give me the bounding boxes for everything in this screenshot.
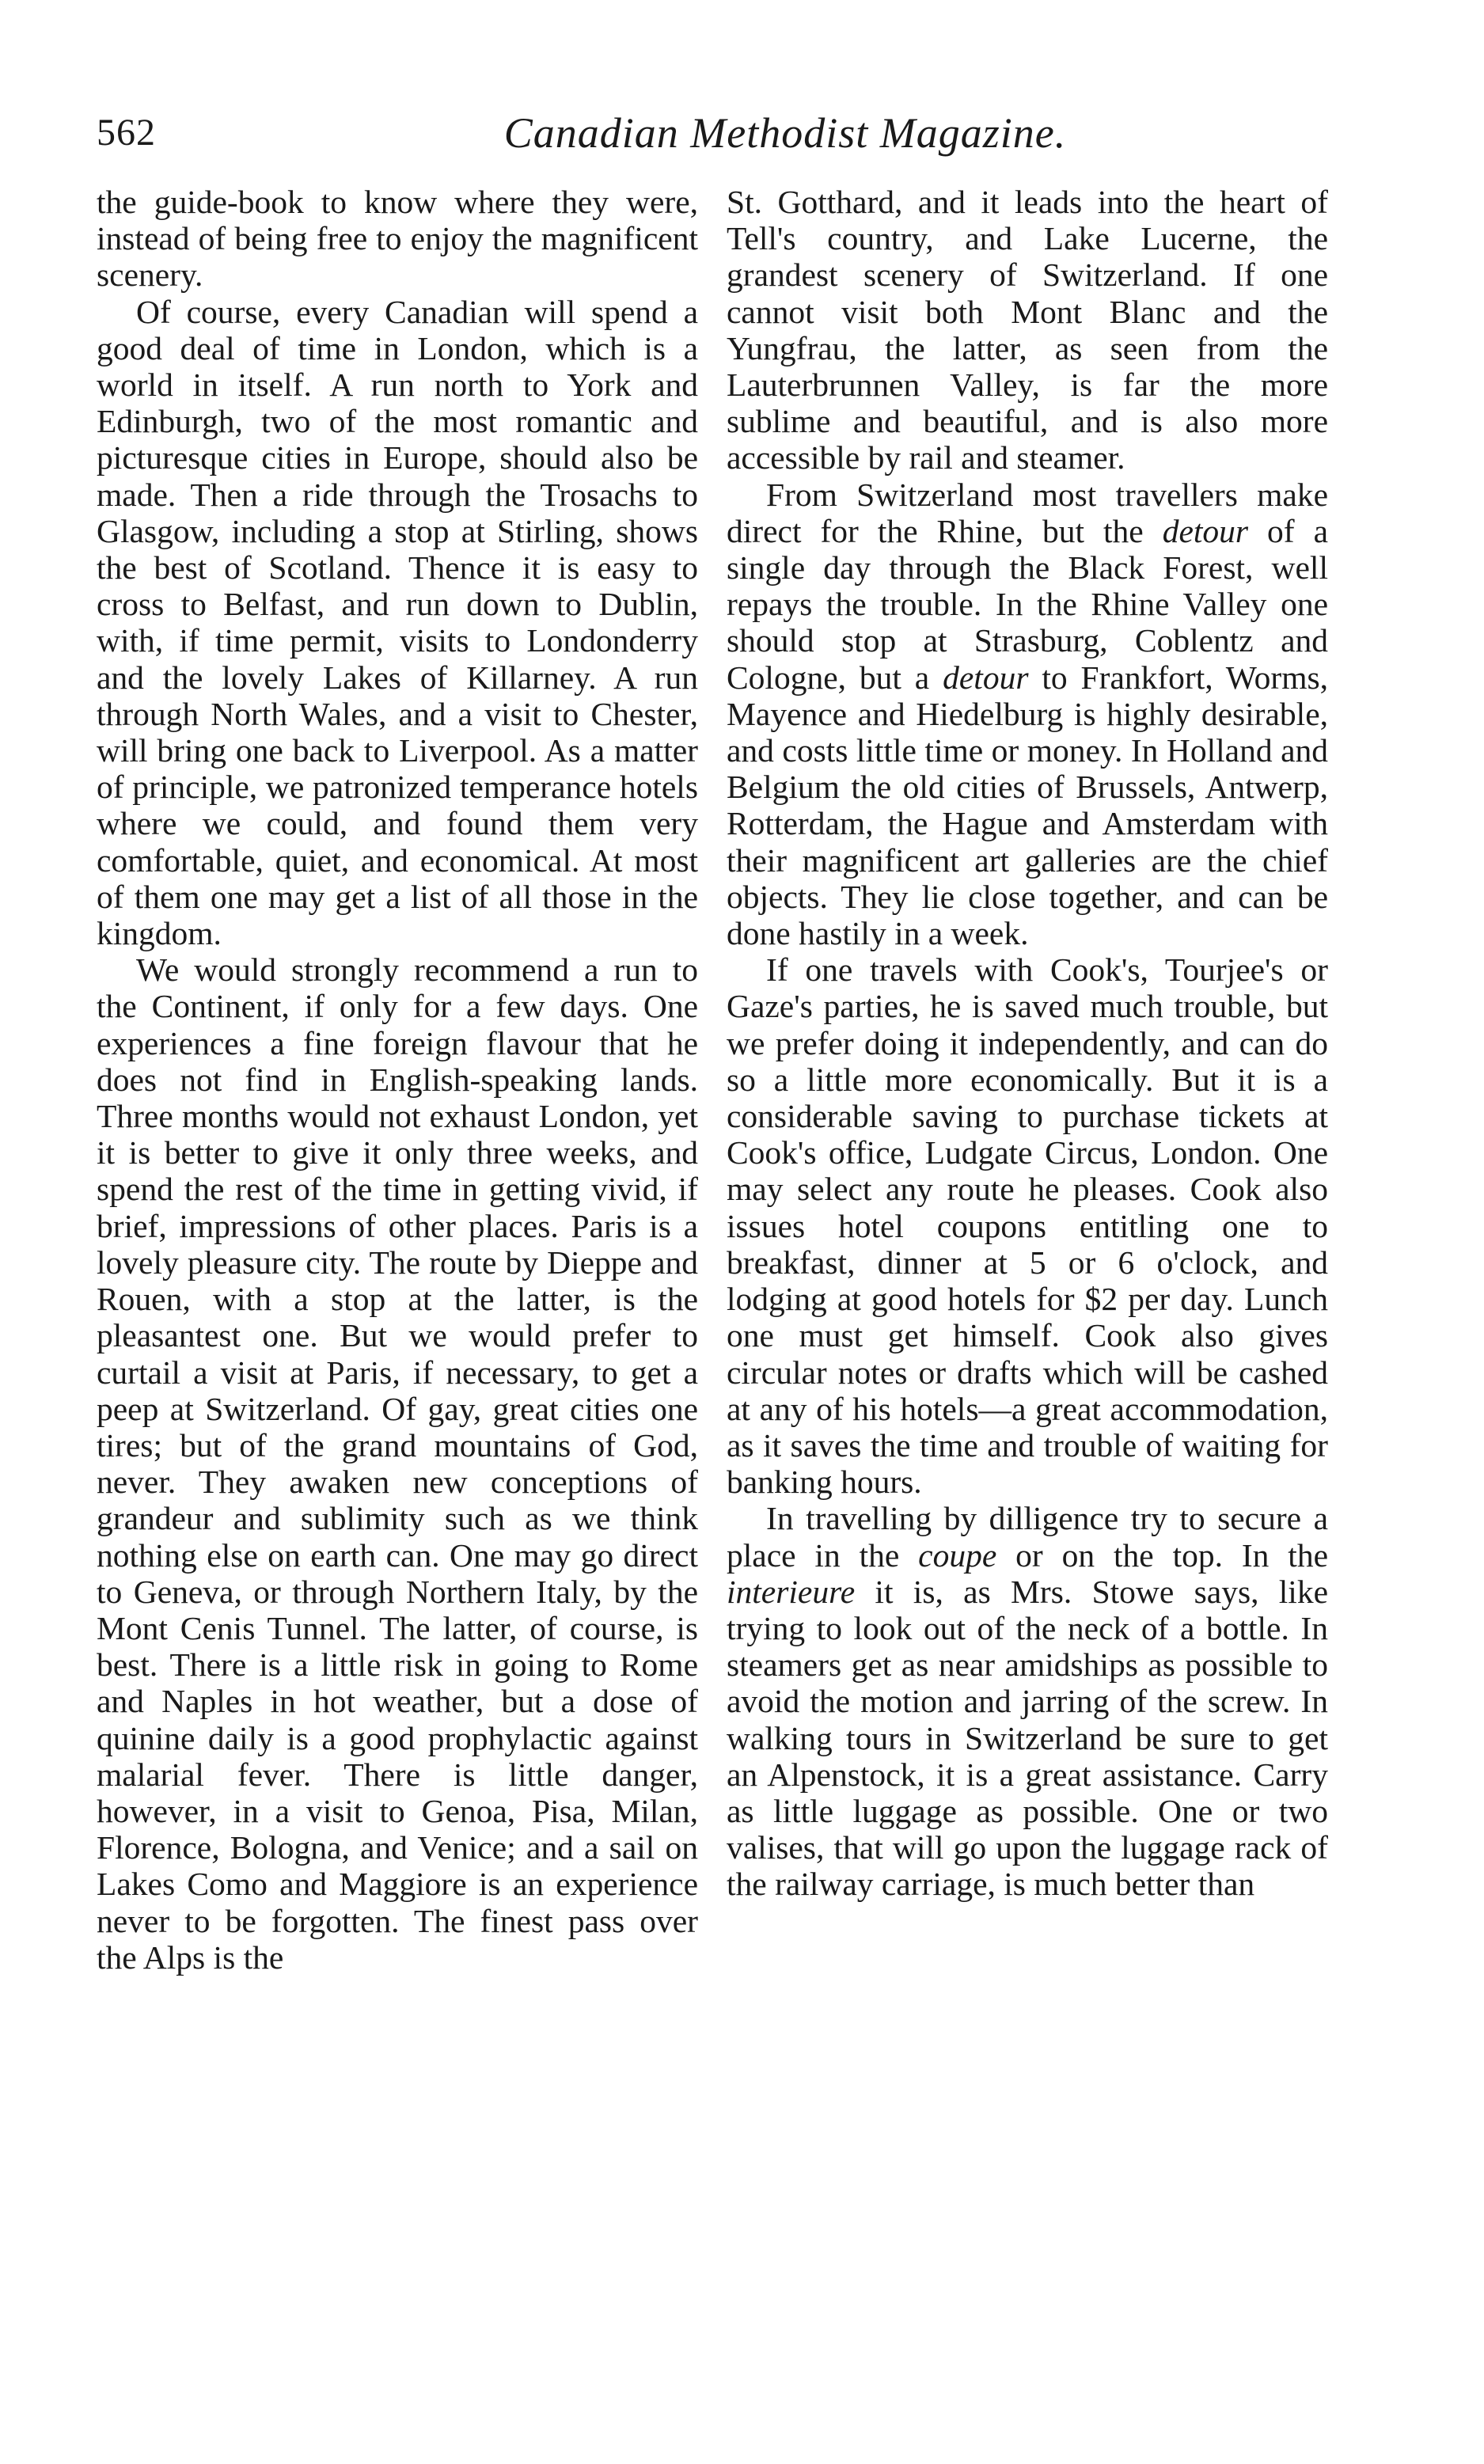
right-column: [727, 184, 1328, 2416]
dilligence-text-1: In travelling by dilligence try to secure a place in the: [727, 1500, 1328, 1574]
paragraph-travel-britain: Of course, every Canadian will spend a good deal of time in London, which is a world in itself. A run north to York and Edinburgh, two of the most romantic and picturesque cities in Europe, should also be made. Then a ride through the Trosachs to Glasgow, including a stop at Stirling, shows the best of Scotland. Thence it is easy to cross to Belfast, and run down to Dublin, with, if time permit, visits to Londonderry and the lovely Lakes of Killarney. A run through North Wales, and a visit to Chester, will bring one back to Liverpool. As a matter of principle, we patronized temperance hotels where we could, and found them very comfortable, quiet, and economical. At most of them one may get a list of all those in the kingdom.: [97, 293, 698, 952]
paragraph-dilligence: [727, 1500, 1328, 1902]
italic-interieure: interieure: [727, 1573, 856, 1610]
paragraph-gotthard: St. Gotthard, and it leads into the heart of Tell's country, and Lake Lucerne, the grandest scenery of Switzerland. If one cannot visit both Mont Blanc and the Yungfrau, the latter, as seen from the Lauterbrunnen Valley, is far the more sublime and beautiful, and is also more accessible by rail and steamer.: [727, 184, 1328, 476]
paragraph-rhine: [727, 476, 1328, 952]
italic-detour-1: detour: [1162, 512, 1249, 549]
paragraph-continued: the guide-book to know where they were, instead of being free to enjoy the magnificent scenery.: [97, 184, 698, 294]
page-header: [97, 109, 1331, 173]
rhine-text-1: From Switzerland most travellers make direct for the Rhine, but the: [727, 476, 1328, 549]
page-number: 562: [97, 112, 156, 154]
paragraph-cooks: If one travels with Cook's, Tourjee's or Gaze's parties, he is saved much trouble, but we prefer doing it independently, and can do so a little more economically. But it is a considerable saving to purchase tickets at Cook's office, Ludgate Circus, London. One may select any route he pleases. Cook also issues hotel coupons entitling one to breakfast, dinner at 5 or 6 o'clock, and lodging at good hotels for $2 per day. Lunch one must get himself. Cook also gives circular notes or drafts which will be cashed at any of his hotels—a great accommodation, as it saves the time and trouble of waiting for banking hours.: [727, 951, 1328, 1501]
running-title: Canadian Methodist Magazine.: [503, 109, 1067, 157]
italic-coupe: coupe: [918, 1536, 997, 1574]
italic-detour-2: detour: [943, 659, 1029, 696]
paragraph-continent: We would strongly recommend a run to the Continent, if only for a few days. One experiences a fine foreign flavour that he does not find in English-speaking lands. Three months would not exhaust London, yet it is better to give it only three weeks, and spend the rest of the time in getting vivid, if brief, impressions of other places. Paris is a lovely pleasure city. The route by Dieppe and Rouen, with a stop at the latter, is the pleasantest one. But we would prefer to curtail a visit at Paris, if necessary, to get a peep at Switzerland. Of gay, great cities one tires; but of the grand mountains of God, never. They awaken new conceptions of grandeur and sublimity such as we think nothing else on earth can. One may go direct to Geneva, or through Northern Italy, by the Mont Cenis Tunnel. The latter, of course, is best. There is a little risk in going to Rome and Naples in hot weather, but a dose of quinine daily is a good prophylactic against malarial fever. There is little danger, however, in a visit to Genoa, Pisa, Milan, Florence, Bologna, and Venice; and a sail on Lakes Como and Maggiore is an experience never to be forgotten. The finest pass over the Alps is the: [97, 951, 698, 1976]
rhine-text-3: to Frankfort, Worms, Mayence and Hiedelburg is highly desirable, and costs little time or money. In Holland and Belgium the old cities of Brussels, Antwerp, Rotterdam, the Hague and Amsterdam with their magnificent art galleries are the chief objects. They lie close together, and can be done hastily in a week.: [727, 659, 1328, 952]
rhine-text-2: of a single day through the Black Forest, well repays the trouble. In the Rhine Valley one should stop at Strasburg, Coblentz and Cologne, but a: [727, 512, 1328, 696]
left-column: [97, 184, 698, 2416]
dilligence-text-3: it is, as Mrs. Stowe says, like trying to look out of the neck of a bottle. In steamers get as near amidships as possible to avoid the motion and jarring of the screw. In walking tours in Switzerland be sure to get an Alpenstock, it is a great assistance. Carry as little luggage as possible. One or two valises, that will go upon the luggage rack of the railway carriage, is much better than: [727, 1573, 1328, 1903]
dilligence-text-2: or on the top. In the: [1015, 1536, 1328, 1574]
